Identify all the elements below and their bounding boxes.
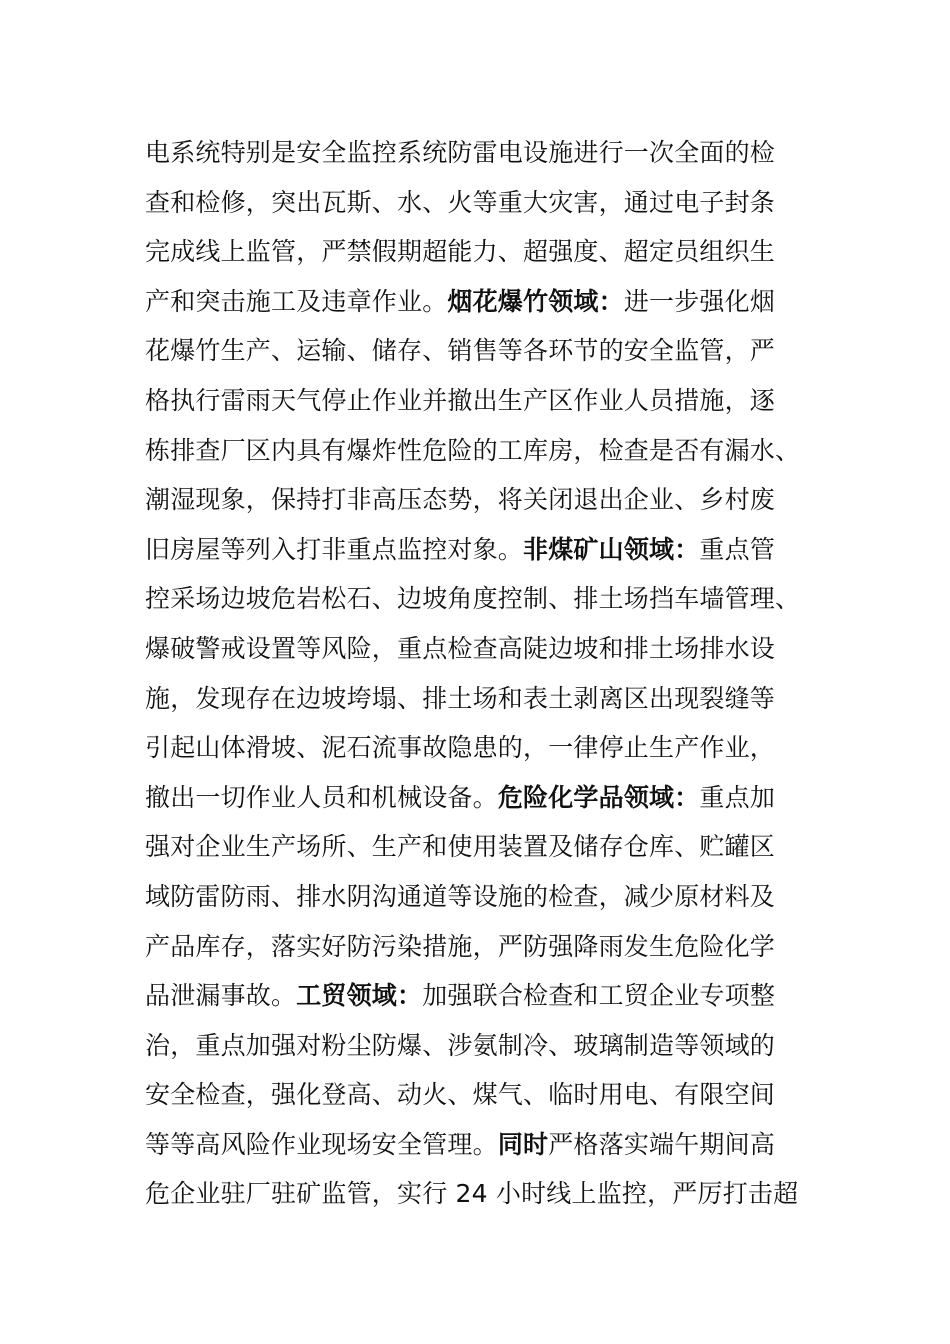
text-run: 等等高风险作业现场安全管理。 [145,1129,498,1159]
text-run: 产品库存，落实好防污染措施，严防强降雨发生危险化学 [145,931,776,961]
text-run: 重点加 [699,782,776,812]
text-line [145,326,805,376]
section-heading: 危险化学品领域： [497,782,700,812]
text-line [145,277,805,327]
text-run: 完成线上监管，严禁假期超能力、超强度、超定员组织生 [145,237,776,267]
text-line [145,1021,805,1071]
document-body-text [145,128,805,1219]
text-line [145,624,805,674]
text-run: 安全检查，强化登高、动火、煤气、临时用电、有限空间 [145,1080,776,1110]
text-line [145,1120,805,1170]
text-run: 危企业驻厂驻矿监管，实行 24 小时线上监控，严厉打击超 [145,1179,799,1209]
text-line [145,376,805,426]
text-run: 查和检修，突出瓦斯、水、火等重大灾害，通过电子封条 [145,187,776,217]
section-heading: 工贸领域： [296,981,423,1011]
text-run: 品泄漏事故。 [145,981,297,1011]
text-line [145,822,805,872]
text-run: 电系统特别是安全监控系统防雷电设施进行一次全面的检 [145,138,776,167]
text-line [145,426,805,476]
text-line [145,773,805,823]
text-run: 旧房屋等列入打非重点监控对象。 [145,534,524,564]
text-line [145,723,805,773]
text-run: 潮湿现象，保持打非高压态势，将关闭退出企业、乡村废 [145,485,776,515]
text-line [145,227,805,277]
text-line [145,971,805,1021]
text-run: 花爆竹生产、运输、储存、销售等各环节的安全监管，严 [145,336,776,366]
text-line [145,674,805,724]
text-run: 控采场边坡危岩松石、边坡角度控制、排土场挡车墙管理、 [145,584,801,614]
text-run: 引起山体滑坡、泥石流事故隐患的，一律停止生产作业， [145,733,776,763]
section-heading: 同时 [497,1129,549,1159]
text-line [145,574,805,624]
text-line [145,178,805,228]
text-run: 撤出一切作业人员和机械设备。 [145,782,498,812]
text-run: 强对企业生产场所、生产和使用装置及储存仓库、贮罐区 [145,832,776,862]
text-line [145,922,805,972]
text-line [145,475,805,525]
section-heading: 烟花爆竹领域： [447,286,624,316]
text-run: 治，重点加强对粉尘防爆、涉氨制冷、玻璃制造等领域的 [145,1030,776,1060]
text-run: 栋排查厂区内具有爆炸性危险的工库房，检查是否有漏水、 [145,435,801,465]
text-run: 格执行雷雨天气停止作业并撤出生产区作业人员措施，逐 [145,385,776,415]
text-line [145,525,805,575]
text-run: 重点管 [699,534,776,564]
text-line [145,1169,805,1219]
text-line [145,128,805,178]
section-heading: 非煤矿山领域： [523,534,700,564]
text-run: 域防雷防雨、排水阴沟通道等设施的检查，减少原材料及 [145,881,776,911]
text-run: 严格落实端午期间高 [548,1129,776,1159]
text-run: 施，发现存在边坡垮塌、排土场和表土剥离区出现裂缝等 [145,683,776,713]
text-line [145,1070,805,1120]
text-line [145,872,805,922]
text-run: 产和突击施工及违章作业。 [145,286,448,316]
text-run: 爆破警戒设置等风险，重点检查高陡边坡和排土场排水设 [145,633,776,663]
text-run: 进一步强化烟 [623,286,776,316]
text-run: 加强联合检查和工贸企业专项整 [422,981,776,1011]
